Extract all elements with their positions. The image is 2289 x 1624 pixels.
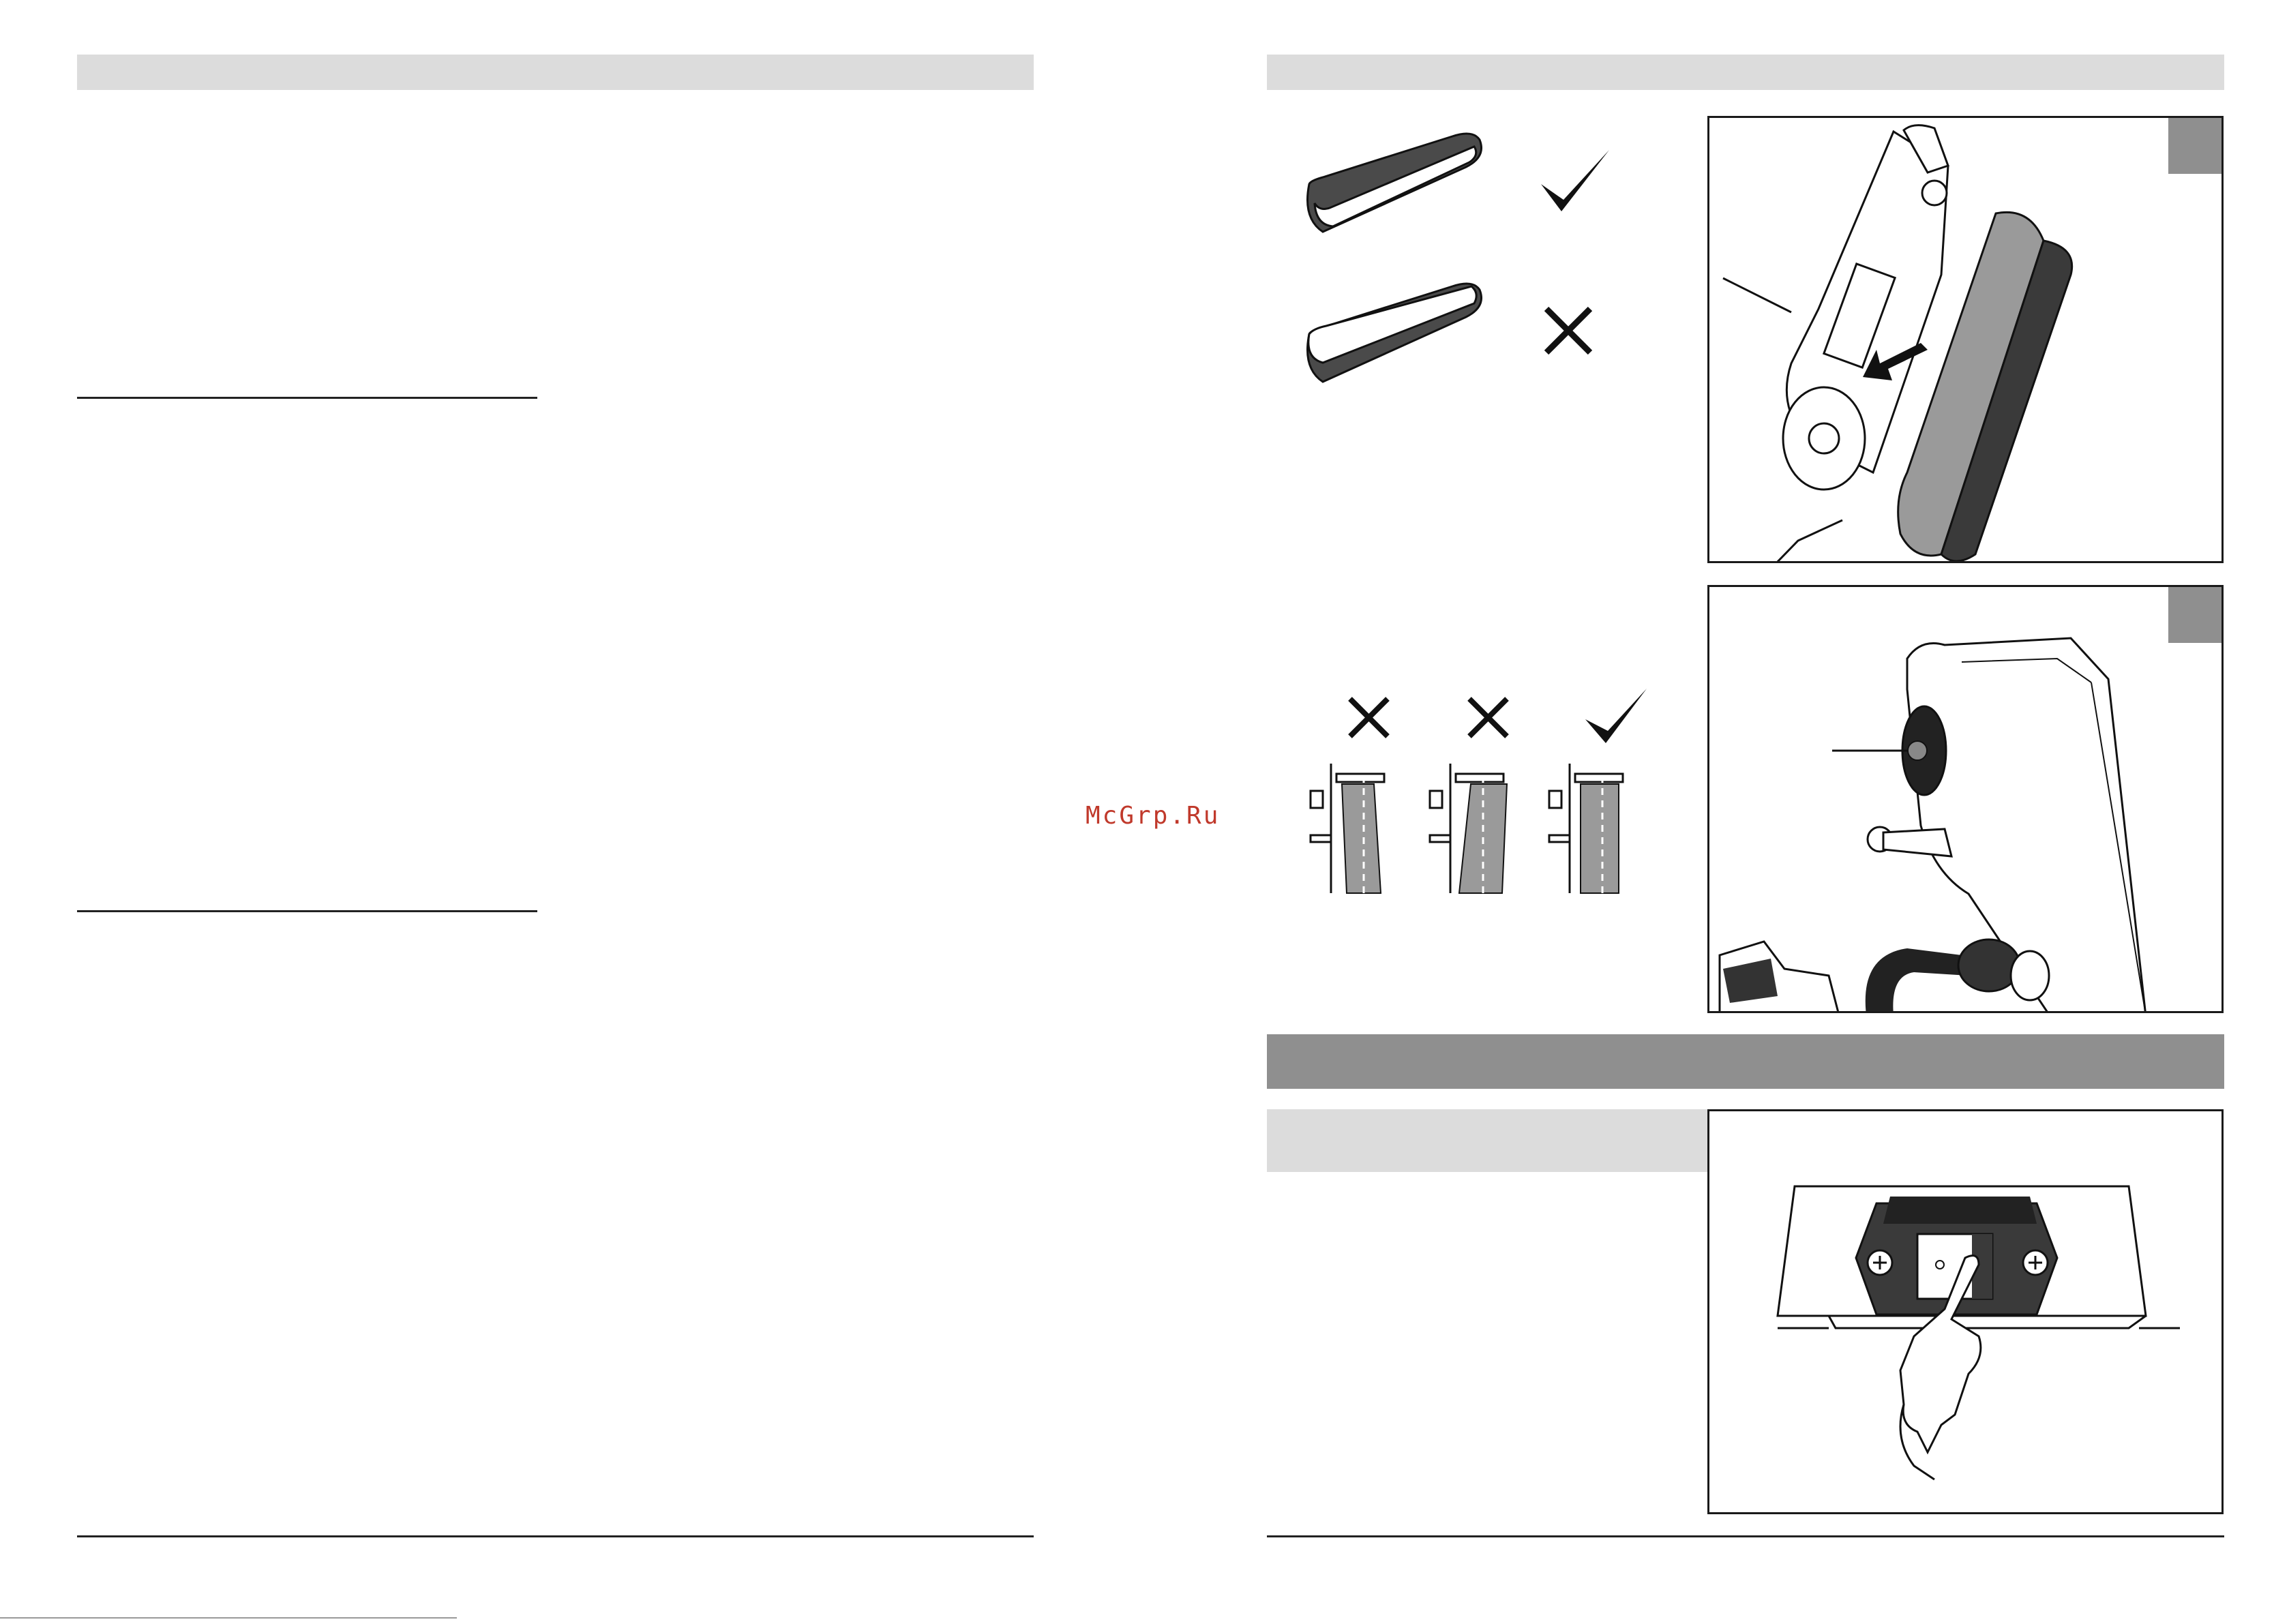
figure-tab	[2168, 118, 2221, 174]
left-section-divider-2	[77, 910, 537, 912]
left-page-header-bar	[77, 55, 1034, 90]
belt-alignment-illustration	[1302, 682, 1684, 900]
belt-correct-drawing	[1308, 134, 1482, 232]
cross-icon	[1541, 303, 1596, 358]
right-page-footer-rule	[1267, 1535, 2224, 1537]
figure-on-off-switch	[1707, 1109, 2224, 1514]
left-page-footer-rule	[77, 1535, 1034, 1537]
figure-tab	[2168, 587, 2221, 643]
figure-tracking-adjustment	[1707, 585, 2224, 1013]
subsection-title-bar	[1267, 1109, 1707, 1172]
left-section-divider-1	[77, 397, 537, 399]
belt-wrong-drawing	[1308, 284, 1482, 382]
checkmark-icon	[1538, 147, 1613, 218]
figure-belt-fitting	[1707, 116, 2224, 563]
section-title-bar	[1267, 1034, 2224, 1089]
watermark-text: McGrp.Ru	[1086, 802, 1221, 830]
left-page-bottom-hairline	[0, 1617, 457, 1619]
right-page-header-bar	[1267, 55, 2224, 90]
